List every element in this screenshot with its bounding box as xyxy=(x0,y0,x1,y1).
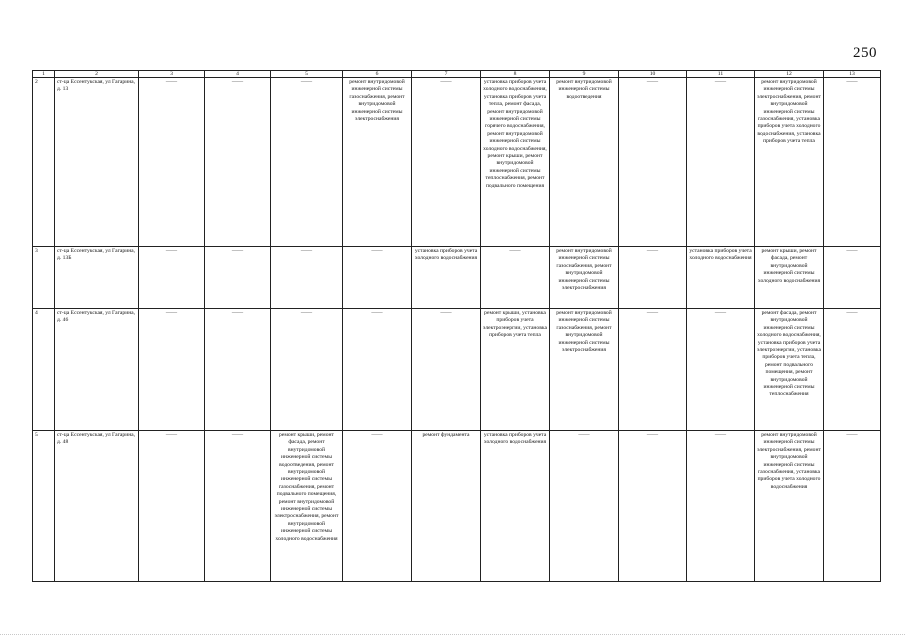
row-number: 5 xyxy=(33,431,55,582)
col-header: 5 xyxy=(271,71,343,78)
table-cell: —— xyxy=(481,247,550,309)
table-cell: ремонт внутридомовой инженерной системы электроснабжения, ремонт внутридомовой инженерной системы газоснабжения, установка приборов учета холодного водоснабжения, установка приборов учета тепла xyxy=(755,78,824,247)
table-cell: —— xyxy=(271,78,343,247)
address-cell: ст-ца Ессентукская, ул Гагарина, д. 13Б xyxy=(55,247,139,309)
table-cell: —— xyxy=(205,309,271,431)
table-cell: ремонт фундамента xyxy=(412,431,481,582)
table-cell: ремонт внутридомовой инженерной системы газоснабжения, ремонт внутридомовой инженерной системы электроснабжения xyxy=(550,309,619,431)
table-cell: —— xyxy=(687,431,755,582)
table-cell: —— xyxy=(205,431,271,582)
table-cell: установка приборов учета холодного водоснабжения, установка приборов учета тепла, ремонт фасада, ремонт внутридомовой инженерной системы горячего водоснабжения, ремонт внутридомовой инженерной системы холодного водоснабжения, ремонт крыши, ремонт внутридомовой инженерной системы теплоснабжения, ремонт подвального помещения xyxy=(481,78,550,247)
col-header: 11 xyxy=(687,71,755,78)
col-header: 10 xyxy=(619,71,687,78)
table-cell: ремонт фасада, ремонт внутридомовой инженерной системы холодного водоснабжения, установка приборов учета электроэнергии, установка приборов учета тепла, ремонт подвального помещения, ремонт внутридомовой инженерной системы теплоснабжения xyxy=(755,309,824,431)
col-header: 8 xyxy=(481,71,550,78)
table-cell: —— xyxy=(687,309,755,431)
table-cell: —— xyxy=(139,309,205,431)
address-cell: ст-ца Ессентукская, ул Гагарина, д. 46 xyxy=(55,309,139,431)
col-header: 12 xyxy=(755,71,824,78)
table-cell: —— xyxy=(824,247,881,309)
col-header: 4 xyxy=(205,71,271,78)
table-cell: —— xyxy=(271,309,343,431)
row-number: 3 xyxy=(33,247,55,309)
col-header: 1 xyxy=(33,71,55,78)
table-cell: —— xyxy=(139,247,205,309)
table-cell: ремонт внутридомовой инженерной системы газоснабжения, ремонт внутридомовой инженерной системы электроснабжения xyxy=(343,78,412,247)
table-cell: ремонт крыши, ремонт фасада, ремонт внутридомовой инженерной системы холодного водоснабжения xyxy=(755,247,824,309)
address-cell: ст-ца Ессентукская, ул Гагарина, д. 13 xyxy=(55,78,139,247)
header-row xyxy=(33,71,881,78)
table-cell: —— xyxy=(619,78,687,247)
row-number: 4 xyxy=(33,309,55,431)
page-number: 250 xyxy=(853,45,877,61)
table-cell: —— xyxy=(687,78,755,247)
repair-schedule-table xyxy=(32,70,881,582)
col-header: 2 xyxy=(55,71,139,78)
table-row xyxy=(33,78,881,247)
table-cell: —— xyxy=(343,431,412,582)
table-cell: —— xyxy=(824,431,881,582)
scan-edge-line xyxy=(0,634,905,638)
table-cell: —— xyxy=(824,78,881,247)
table-cell: —— xyxy=(824,309,881,431)
table-cell: установка приборов учета холодного водоснабжения xyxy=(481,431,550,582)
table-cell: установка приборов учета холодного водоснабжения xyxy=(687,247,755,309)
table-cell: —— xyxy=(139,78,205,247)
table-cell: —— xyxy=(139,431,205,582)
table-cell: —— xyxy=(619,431,687,582)
table-cell: —— xyxy=(271,247,343,309)
table-row xyxy=(33,309,881,431)
table-cell: —— xyxy=(619,309,687,431)
col-header: 13 xyxy=(824,71,881,78)
table-cell: —— xyxy=(412,78,481,247)
table-cell: ремонт крыши, ремонт фасада, ремонт внутридомовой инженерной системы водоотведения, ремонт внутридомовой инженерной системы газоснабжения, ремонт подвального помещения, ремонт внутридомовой инженерной системы электроснабжения, ремонт внутридомовой инженерной системы холодного водоснабжения xyxy=(271,431,343,582)
table-row xyxy=(33,431,881,582)
table-cell: —— xyxy=(205,247,271,309)
col-header: 9 xyxy=(550,71,619,78)
table-cell: ремонт внутридомовой инженерной системы водоотведения xyxy=(550,78,619,247)
table-cell: —— xyxy=(205,78,271,247)
table-cell: ремонт внутридомовой инженерной системы газоснабжения, ремонт внутридомовой инженерной системы электроснабжения xyxy=(550,247,619,309)
table-row xyxy=(33,247,881,309)
col-header: 6 xyxy=(343,71,412,78)
table-cell: ремонт внутридомовой инженерной системы электроснабжения, ремонт внутридомовой инженерной системы газоснабжения, установка приборов учета холодного водоснабжения xyxy=(755,431,824,582)
address-cell: ст-ца Ессентукская, ул Гагарина, д. 48 xyxy=(55,431,139,582)
col-header: 7 xyxy=(412,71,481,78)
table-cell: —— xyxy=(550,431,619,582)
row-number: 2 xyxy=(33,78,55,247)
table-cell: —— xyxy=(619,247,687,309)
table-cell: —— xyxy=(343,247,412,309)
table-cell: —— xyxy=(343,309,412,431)
col-header: 3 xyxy=(139,71,205,78)
table-cell: ремонт крыши, установка приборов учета электроэнергии, установка приборов учета тепла xyxy=(481,309,550,431)
table-cell: установка приборов учета холодного водоснабжения xyxy=(412,247,481,309)
table-cell: —— xyxy=(412,309,481,431)
